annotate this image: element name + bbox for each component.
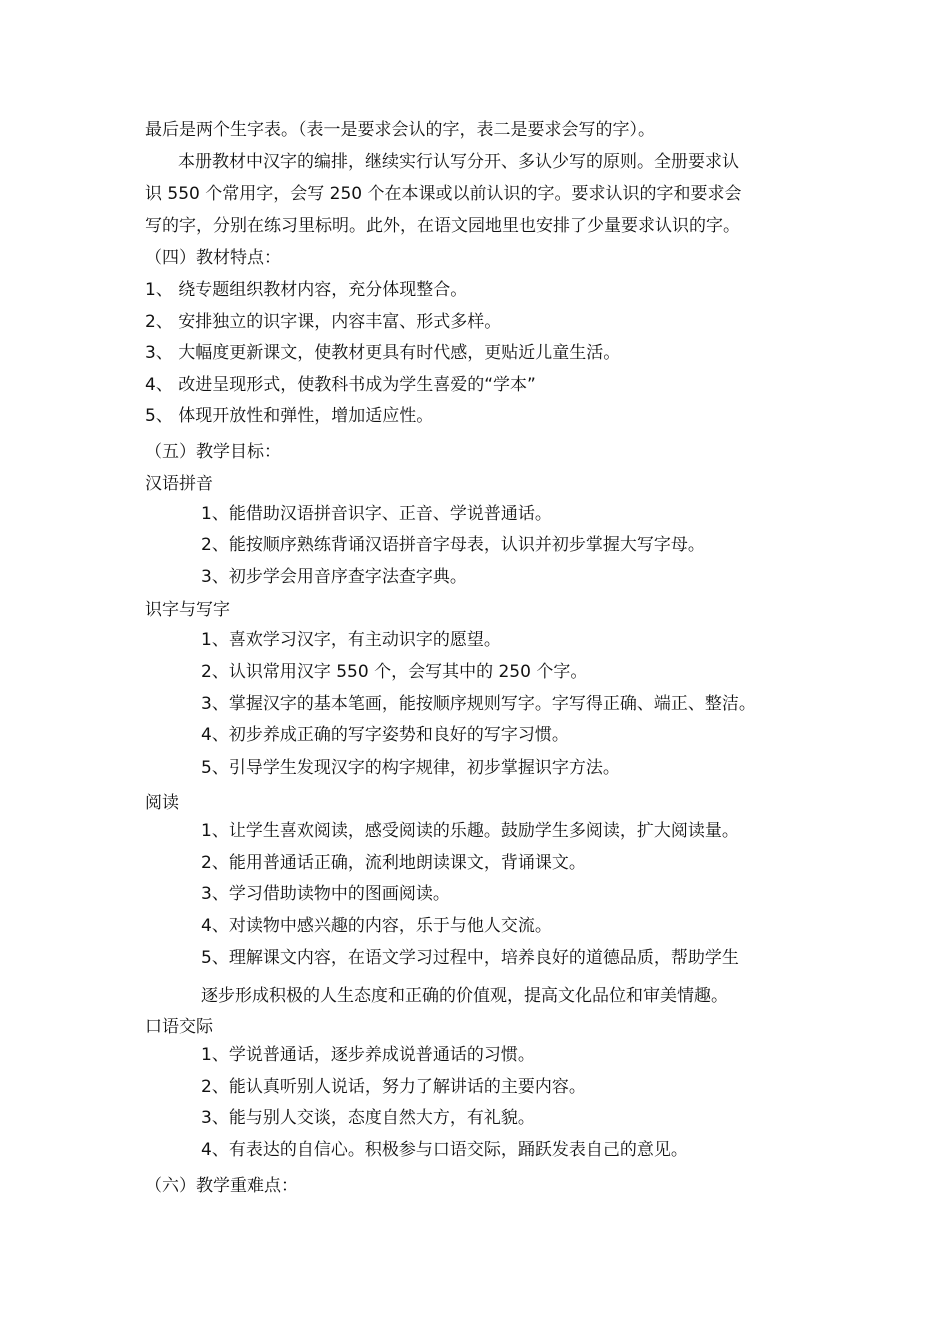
list-item: 3、 大幅度更新课文，使教材更具有时代感，更贴近儿童生活。 xyxy=(145,343,621,363)
section-heading: （五）教学目标： xyxy=(145,442,281,462)
list-item: 1、能借助汉语拼音识字、正音、学说普通话。 xyxy=(201,504,552,524)
list-item: 5、引导学生发现汉字的构字规律，初步掌握识字方法。 xyxy=(201,758,620,778)
list-item: 4、有表达的自信心。积极参与口语交际，踊跃发表自己的意见。 xyxy=(201,1140,688,1160)
subsection-title: 汉语拼音 xyxy=(145,474,213,494)
list-item: 1、学说普通话，逐步养成说普通话的习惯。 xyxy=(201,1045,535,1065)
list-item: 1、喜欢学习汉字，有主动识字的愿望。 xyxy=(201,630,501,650)
list-item: 3、初步学会用音序查字法查字典。 xyxy=(201,567,467,587)
list-item: 2、能认真听别人说话，努力了解讲话的主要内容。 xyxy=(201,1077,586,1097)
paragraph-line: 最后是两个生字表。（表一是要求会认的字，表二是要求会写的字）。 xyxy=(145,120,655,140)
list-item: 3、能与别人交谈，态度自然大方，有礼貌。 xyxy=(201,1108,535,1128)
subsection-title: 识字与写字 xyxy=(145,600,230,620)
subsection-title: 口语交际 xyxy=(145,1017,213,1037)
list-item: 3、学习借助读物中的图画阅读。 xyxy=(201,884,450,904)
section-heading: （六）教学重难点： xyxy=(145,1176,298,1196)
list-item: 5、理解课文内容，在语文学习过程中，培养良好的道德品质，帮助学生 xyxy=(201,948,739,968)
list-item: 4、 改进呈现形式，使教科书成为学生喜爱的“学本” xyxy=(145,375,536,395)
list-item: 2、能用普通话正确，流利地朗读课文，背诵课文。 xyxy=(201,853,586,873)
paragraph-line: 本册教材中汉字的编排，继续实行认写分开、多认少写的原则。全册要求认 xyxy=(178,152,739,172)
list-item: 2、认识常用汉字 550 个，会写其中的 250 个字。 xyxy=(201,662,588,682)
list-item: 4、对读物中感兴趣的内容，乐于与他人交流。 xyxy=(201,916,552,936)
list-item: 2、 安排独立的识字课，内容丰富、形式多样。 xyxy=(145,312,502,332)
list-item: 3、掌握汉字的基本笔画，能按顺序规则写字。字写得正确、端正、整洁。 xyxy=(201,694,756,714)
list-item: 1、让学生喜欢阅读，感受阅读的乐趣。鼓励学生多阅读，扩大阅读量。 xyxy=(201,821,739,841)
list-item-continuation: 逐步形成积极的人生态度和正确的价值观，提高文化品位和审美情趣。 xyxy=(201,986,728,1006)
list-item: 5、 体现开放性和弹性，增加适应性。 xyxy=(145,406,434,426)
paragraph-line: 写的字，分别在练习里标明。此外，在语文园地里也安排了少量要求认识的字。 xyxy=(145,216,740,236)
subsection-title: 阅读 xyxy=(145,793,179,813)
paragraph-line: 识 550 个常用字，会写 250 个在本课或以前认识的字。要求认识的字和要求会 xyxy=(145,184,742,204)
section-heading: （四）教材特点： xyxy=(145,248,281,268)
list-item: 1、 绕专题组织教材内容，充分体现整合。 xyxy=(145,280,468,300)
list-item: 2、能按顺序熟练背诵汉语拼音字母表，认识并初步掌握大写字母。 xyxy=(201,535,705,555)
list-item: 4、初步养成正确的写字姿势和良好的写字习惯。 xyxy=(201,725,569,745)
